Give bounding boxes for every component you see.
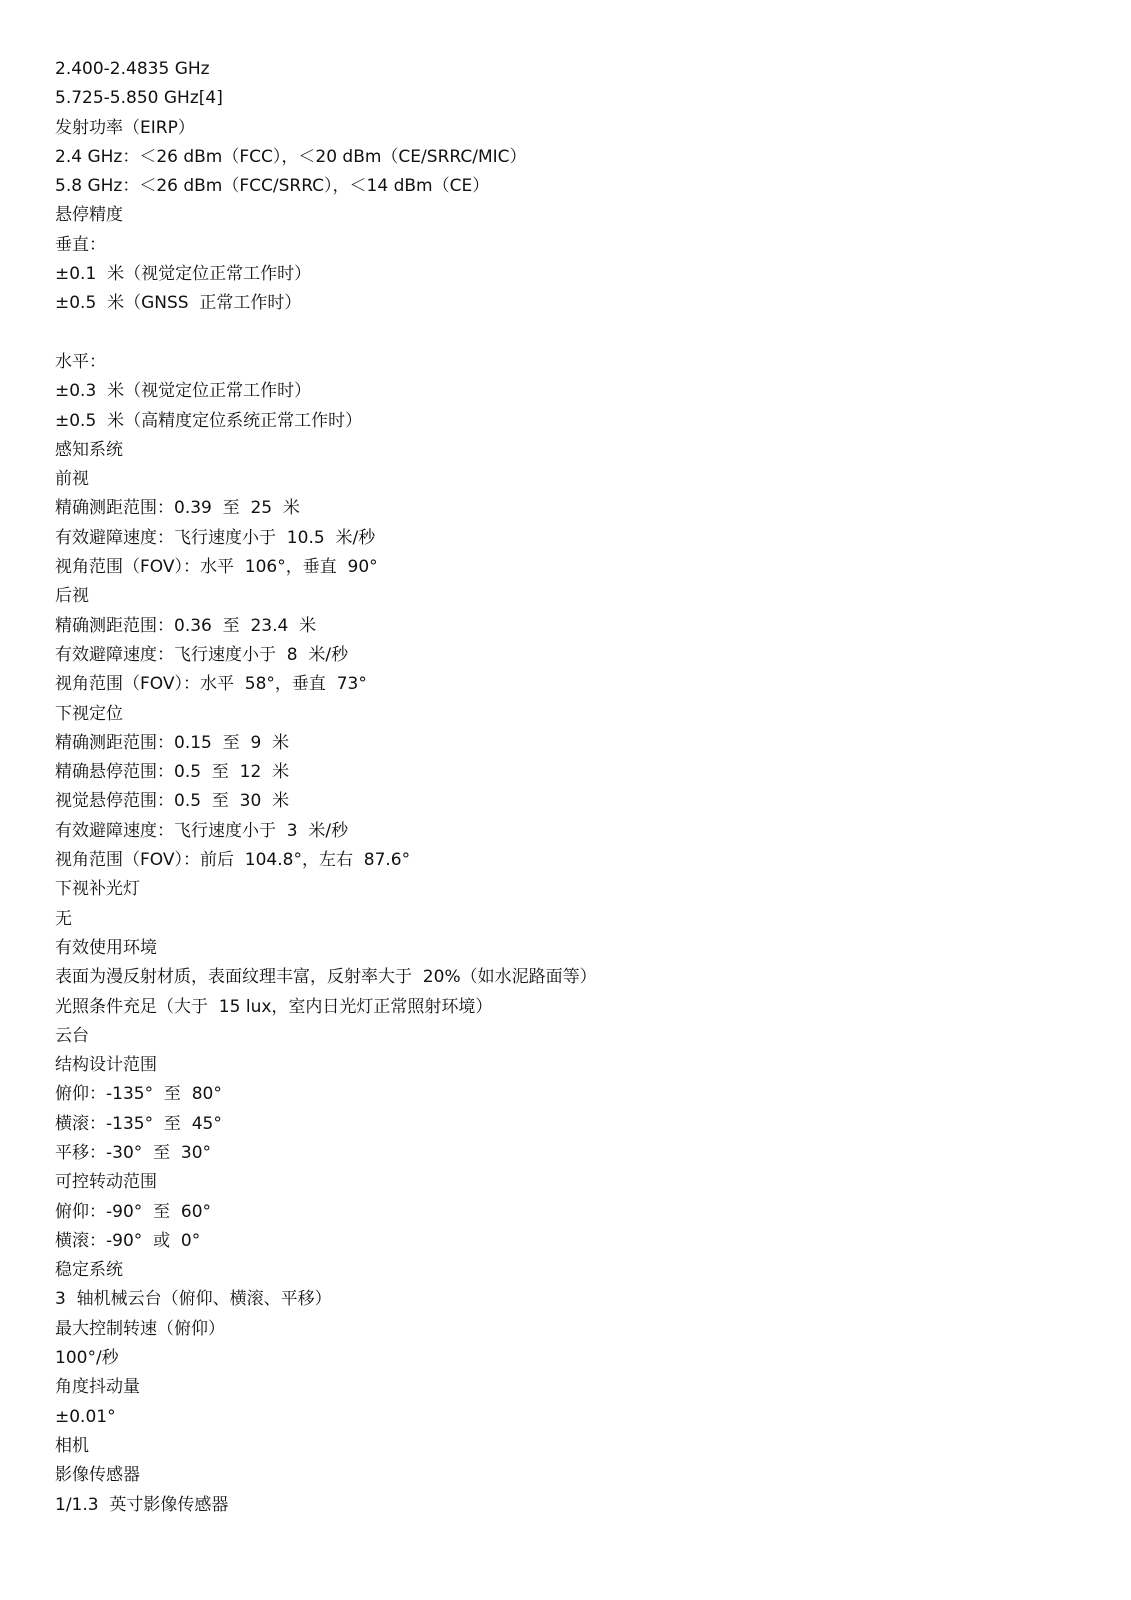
- text-line: 精确测距范围：0.15 至 9 米: [55, 732, 290, 753]
- text-line: 有效避障速度：飞行速度小于 3 米/秒: [55, 820, 349, 841]
- text-line: 精确测距范围：0.39 至 25 米: [55, 498, 300, 519]
- text-line: 发射功率（EIRP）: [55, 117, 195, 138]
- text-line: 悬停精度: [55, 205, 123, 226]
- text-line: 5.8 GHz：＜26 dBm（FCC/SRRC），＜14 dBm（CE）: [55, 176, 490, 197]
- text-line: ±0.01°: [55, 1406, 116, 1427]
- text-line: 光照条件充足（大于 15 lux，室内日光灯正常照射环境）: [55, 996, 493, 1017]
- text-line: 精确悬停范围：0.5 至 12 米: [55, 762, 290, 783]
- blank-line: [55, 319, 1075, 348]
- text-line: 有效使用环境: [55, 937, 157, 958]
- text-line: 俯仰：-90° 至 60°: [55, 1201, 212, 1222]
- text-line: 有效避障速度：飞行速度小于 8 米/秒: [55, 644, 349, 665]
- text-line: ±0.5 米（GNSS 正常工作时）: [55, 293, 302, 314]
- text-line: 5.725-5.850 GHz[4]: [55, 88, 223, 109]
- text-line: 影像传感器: [55, 1465, 140, 1486]
- text-line: 感知系统: [55, 439, 123, 460]
- text-line: 视角范围（FOV）：水平 58°，垂直 73°: [55, 674, 367, 695]
- text-line: 可控转动范围: [55, 1172, 157, 1193]
- text-line: 垂直：: [55, 234, 106, 255]
- text-line: 后视: [55, 586, 89, 607]
- text-line: 角度抖动量: [55, 1377, 140, 1398]
- text-line: 有效避障速度：飞行速度小于 10.5 米/秒: [55, 527, 376, 548]
- text-line: ±0.1 米（视觉定位正常工作时）: [55, 264, 312, 285]
- text-line: 俯仰：-135° 至 80°: [55, 1084, 222, 1105]
- text-line: 视觉悬停范围：0.5 至 30 米: [55, 791, 290, 812]
- text-line: ±0.5 米（高精度定位系统正常工作时）: [55, 410, 363, 431]
- text-line: 云台: [55, 1025, 89, 1046]
- text-line: 最大控制转速（俯仰）: [55, 1318, 225, 1339]
- text-line: ±0.3 米（视觉定位正常工作时）: [55, 381, 312, 402]
- text-line: 视角范围（FOV）：前后 104.8°，左右 87.6°: [55, 850, 411, 871]
- text-line: 结构设计范围: [55, 1055, 157, 1076]
- text-line: 横滚：-90° 或 0°: [55, 1230, 201, 1251]
- text-line: 视角范围（FOV）：水平 106°，垂直 90°: [55, 557, 378, 578]
- spec-text-body: [55, 55, 1075, 1520]
- text-line: 100°/秒: [55, 1348, 119, 1369]
- text-line: 1/1.3 英寸影像传感器: [55, 1494, 229, 1515]
- text-line: 横滚：-135° 至 45°: [55, 1113, 222, 1134]
- text-line: 稳定系统: [55, 1260, 123, 1281]
- text-line: 3 轴机械云台（俯仰、横滚、平移）: [55, 1289, 332, 1310]
- text-line: 平移：-30° 至 30°: [55, 1142, 212, 1163]
- text-line: 无: [55, 908, 72, 929]
- text-line: 前视: [55, 469, 89, 490]
- text-line: 精确测距范围：0.36 至 23.4 米: [55, 615, 317, 636]
- text-line: 水平：: [55, 351, 106, 372]
- text-line: 下视补光灯: [55, 879, 140, 900]
- text-line: 2.4 GHz：＜26 dBm（FCC），＜20 dBm（CE/SRRC/MIC）: [55, 146, 527, 167]
- text-line: 2.400-2.4835 GHz: [55, 59, 210, 79]
- text-line: 下视定位: [55, 703, 123, 724]
- text-line: 相机: [55, 1435, 89, 1456]
- text-line: 表面为漫反射材质，表面纹理丰富，反射率大于 20%（如水泥路面等）: [55, 967, 597, 988]
